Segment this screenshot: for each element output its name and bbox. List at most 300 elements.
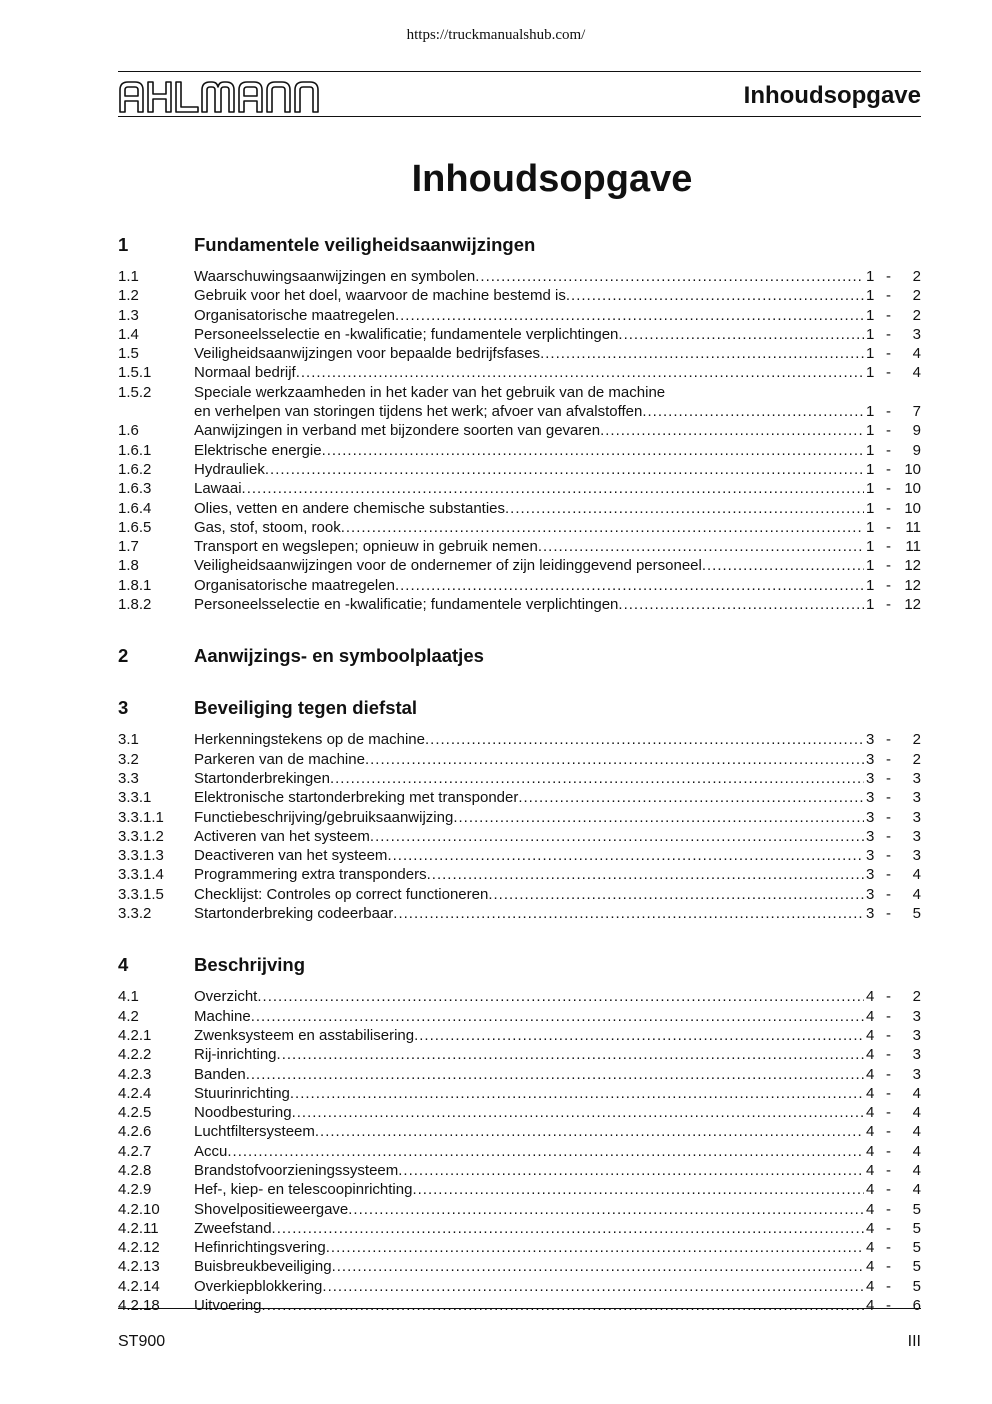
- entry-chapter: 4: [866, 1142, 875, 1160]
- toc-entry[interactable]: [118, 441, 921, 460]
- entry-title: Zweefstand: [194, 1219, 272, 1237]
- entry-title-wrap: [194, 344, 864, 363]
- entry-title-wrap: [194, 306, 864, 325]
- toc-entry[interactable]: [118, 499, 921, 518]
- page-separator: -: [886, 538, 891, 556]
- entry-title: Uitvoering: [194, 1297, 262, 1315]
- toc-entry[interactable]: [118, 421, 921, 440]
- section-number: 1: [118, 234, 129, 255]
- page-separator: -: [886, 1142, 891, 1160]
- toc-entry[interactable]: [118, 1238, 921, 1257]
- entry-page-ref: [864, 344, 921, 363]
- page-separator: -: [886, 1046, 891, 1064]
- entry-title-wrap: [194, 769, 864, 788]
- entry-page: 5: [912, 1200, 921, 1218]
- page-separator: -: [886, 1258, 891, 1276]
- entry-page: 2: [912, 988, 921, 1006]
- page-separator: -: [886, 988, 891, 1006]
- dot-leader: [387, 846, 864, 865]
- entry-title: Shovelpositieweergave: [194, 1200, 349, 1218]
- entry-page: 4: [912, 1142, 921, 1160]
- entry-title-wrap: [194, 518, 864, 537]
- entry-page-ref: [864, 1103, 921, 1122]
- entry-page-ref: [864, 885, 921, 904]
- entry-page: 12: [904, 596, 921, 614]
- entry-number: 3.2: [118, 750, 139, 768]
- entry-number: 3.3.1.3: [118, 847, 164, 865]
- toc-entry-continuation[interactable]: [118, 402, 921, 421]
- toc-entry[interactable]: [118, 1122, 921, 1141]
- entry-title-wrap: [194, 325, 864, 344]
- entry-number: 4.2.6: [118, 1123, 152, 1141]
- dot-leader: [272, 1219, 864, 1238]
- entry-chapter: 4: [866, 1123, 875, 1141]
- page-separator: -: [886, 1084, 891, 1102]
- toc-entry[interactable]: [118, 1045, 921, 1064]
- toc-entry[interactable]: [118, 1180, 921, 1199]
- section-number: 2: [118, 645, 129, 667]
- entry-title-wrap: [194, 479, 864, 498]
- toc-entry[interactable]: [118, 537, 921, 556]
- entry-title: Buisbreukbeveiliging: [194, 1258, 332, 1276]
- entry-title: Gas, stof, stoom, rook: [194, 518, 341, 536]
- page-separator: -: [886, 460, 891, 478]
- toc-entry[interactable]: [118, 286, 921, 305]
- page-separator: -: [886, 1123, 891, 1141]
- entry-number: 4.2.7: [118, 1142, 152, 1160]
- entry-page: 3: [912, 1007, 921, 1025]
- entry-number: 3.3: [118, 769, 139, 787]
- entry-page-ref: [864, 1026, 921, 1045]
- page-separator: -: [886, 596, 891, 614]
- entry-chapter: 4: [866, 1239, 875, 1257]
- entry-title-wrap: [194, 865, 864, 884]
- entry-title: Stuurinrichting: [194, 1084, 290, 1102]
- entry-chapter: 4: [866, 1200, 875, 1218]
- entry-title: Herkenningstekens op de machine: [194, 731, 425, 749]
- entry-title-wrap: [194, 1084, 864, 1103]
- entry-title-wrap: [194, 1200, 864, 1219]
- toc-entry[interactable]: [118, 479, 921, 498]
- toc-entry[interactable]: [118, 267, 921, 286]
- dot-leader: [488, 885, 864, 904]
- dot-leader: [246, 1065, 864, 1084]
- entry-title-wrap: [194, 1219, 864, 1238]
- dot-leader: [290, 1084, 864, 1103]
- toc-entry[interactable]: [118, 885, 921, 904]
- entry-page-ref: [864, 286, 921, 305]
- entry-title: Elektronische startonderbreking met transponder: [194, 789, 519, 807]
- entry-title: Startonderbreking codeerbaar: [194, 905, 394, 923]
- entry-page-ref: [864, 402, 921, 421]
- dot-leader: [475, 267, 864, 286]
- dot-leader: [292, 1103, 864, 1122]
- entry-page-ref: [864, 1122, 921, 1141]
- entry-number: 1.5.1: [118, 364, 152, 382]
- entry-title-wrap: [194, 1277, 864, 1296]
- entry-chapter: 4: [866, 1219, 875, 1237]
- entry-title-wrap: [194, 1161, 864, 1180]
- dot-leader: [566, 286, 864, 305]
- entry-title-wrap: [194, 904, 864, 923]
- entry-chapter: 4: [866, 988, 875, 1006]
- entry-chapter: 3: [866, 866, 875, 884]
- toc-entry[interactable]: [118, 1103, 921, 1122]
- entry-number: 4.2.1: [118, 1026, 152, 1044]
- entry-title-wrap: [194, 499, 864, 518]
- entry-page-ref: [864, 1180, 921, 1199]
- entry-title: Programmering extra transponders: [194, 866, 427, 884]
- entry-page-ref: [864, 865, 921, 884]
- entry-chapter: 1: [866, 441, 875, 459]
- dot-leader: [427, 865, 864, 884]
- toc-entry[interactable]: [118, 306, 921, 325]
- toc-entry[interactable]: [118, 904, 921, 923]
- entry-title-wrap: [194, 267, 864, 286]
- entry-chapter: 3: [866, 905, 875, 923]
- entry-page: 5: [912, 1219, 921, 1237]
- page-separator: -: [886, 769, 891, 787]
- dot-leader: [600, 421, 864, 440]
- toc-entry[interactable]: [118, 1296, 921, 1315]
- toc-entry[interactable]: [118, 865, 921, 884]
- entry-chapter: 3: [866, 769, 875, 787]
- page-separator: -: [886, 1297, 891, 1315]
- toc-entry[interactable]: [118, 827, 921, 846]
- toc-entry[interactable]: [118, 518, 921, 537]
- entry-page-ref: [864, 1257, 921, 1276]
- page-separator: -: [886, 1026, 891, 1044]
- entry-chapter: 1: [866, 422, 875, 440]
- header-title: Inhoudsopgave: [743, 82, 921, 109]
- toc-section: [118, 697, 921, 923]
- entry-page: 12: [904, 576, 921, 594]
- entry-title: Deactiveren van het systeem: [194, 847, 388, 865]
- toc-entry[interactable]: [118, 1142, 921, 1161]
- dot-leader: [540, 344, 864, 363]
- toc-entry[interactable]: [118, 363, 921, 382]
- page-separator: -: [886, 480, 891, 498]
- entry-title: Personeelsselectie en -kwalificatie; fundamentele verplichtingen: [194, 325, 619, 343]
- entry-page-ref: [864, 556, 921, 575]
- entry-title-wrap: [194, 1180, 864, 1199]
- dot-leader: [265, 460, 864, 479]
- entry-page-ref: [864, 267, 921, 286]
- dot-leader: [518, 788, 864, 807]
- entry-page-ref: [864, 808, 921, 827]
- dot-leader: [257, 987, 864, 1006]
- entry-page: 4: [912, 364, 921, 382]
- entry-chapter: 1: [866, 538, 875, 556]
- toc-entry[interactable]: [118, 808, 921, 827]
- entry-page: 4: [912, 1084, 921, 1102]
- entry-number: 4.2.5: [118, 1104, 152, 1122]
- page-separator: -: [886, 325, 891, 343]
- dot-leader: [227, 1142, 864, 1161]
- entry-title-wrap: [194, 750, 864, 769]
- entry-number: 4.2.12: [118, 1239, 160, 1257]
- footer-model: ST900: [118, 1333, 166, 1350]
- entry-title: Elektrische energie: [194, 441, 322, 459]
- entry-number: 1.1: [118, 268, 139, 285]
- toc-entry[interactable]: [118, 1084, 921, 1103]
- toc-entry[interactable]: [118, 595, 921, 614]
- entry-chapter: 1: [866, 576, 875, 594]
- entry-title: Checklijst: Controles op correct functioneren: [194, 885, 489, 903]
- page-separator: -: [886, 268, 891, 285]
- entry-chapter: 4: [866, 1007, 875, 1025]
- toc-entry[interactable]: [118, 788, 921, 807]
- entry-title: Brandstofvoorzieningssysteem: [194, 1161, 399, 1179]
- dot-leader: [412, 1180, 864, 1199]
- entry-page: 9: [912, 422, 921, 440]
- entry-page: 3: [912, 827, 921, 845]
- entry-chapter: 4: [866, 1277, 875, 1295]
- page-separator: -: [886, 1200, 891, 1218]
- page-separator: -: [886, 403, 891, 421]
- entry-title-wrap: [194, 730, 864, 749]
- entry-title: Olies, vetten en andere chemische substanties: [194, 499, 506, 517]
- entry-chapter: 1: [866, 480, 875, 498]
- entry-title-wrap: [194, 1238, 864, 1257]
- entry-page: 12: [904, 557, 921, 575]
- dot-leader: [414, 1026, 864, 1045]
- toc-entry[interactable]: [118, 1026, 921, 1045]
- dot-leader: [242, 479, 864, 498]
- entry-page-ref: [864, 1296, 921, 1315]
- entry-number: 1.5: [118, 345, 139, 363]
- entry-title-wrap: [194, 1257, 864, 1276]
- toc-entry[interactable]: [118, 1161, 921, 1180]
- entry-number: 4.2.4: [118, 1084, 152, 1102]
- section-title: Fundamentele veiligheidsaanwijzingen: [194, 234, 536, 255]
- entry-number: 3.3.1: [118, 789, 152, 807]
- entry-page: 10: [904, 499, 921, 517]
- entry-title: Veiligheidsaanwijzingen voor bepaalde bedrijfsfases: [194, 345, 541, 363]
- entry-chapter: 4: [866, 1026, 875, 1044]
- entry-title: Hydrauliek: [194, 460, 265, 478]
- toc-entry[interactable]: [118, 846, 921, 865]
- entry-page-ref: [864, 537, 921, 556]
- entry-title: Veiligheidsaanwijzingen voor de ondernemer of zijn leidinggevend personeel: [194, 557, 702, 575]
- page-separator: -: [886, 827, 891, 845]
- entry-page: 5: [912, 1258, 921, 1276]
- entry-page-ref: [864, 1065, 921, 1084]
- entry-title: Banden: [194, 1065, 246, 1083]
- entry-title-wrap: [194, 885, 864, 904]
- entry-page-ref: [864, 1084, 921, 1103]
- entry-title-continuation: en verhelpen van storingen tijdens het werk; afvoer van afvalstoffen: [194, 403, 643, 421]
- page-separator: -: [886, 557, 891, 575]
- entry-title: Normaal bedrijf: [194, 364, 296, 382]
- section-heading[interactable]: [118, 645, 921, 669]
- entry-title: Transport en wegslepen; opnieuw in gebruik nemen: [194, 538, 538, 556]
- entry-title: Hef-, kiep- en telescoopinrichting: [194, 1181, 413, 1199]
- entry-title: Noodbesturing: [194, 1104, 292, 1122]
- entry-number: 3.3.1.1: [118, 808, 164, 826]
- section-spacer: [118, 923, 921, 954]
- entry-page-ref: [864, 518, 921, 537]
- section-heading[interactable]: [118, 234, 921, 258]
- entry-page: 3: [912, 789, 921, 807]
- dot-leader: [395, 576, 864, 595]
- dot-leader: [315, 1122, 864, 1141]
- entry-title: Organisatorische maatregelen: [194, 576, 395, 594]
- toc-entry[interactable]: [118, 325, 921, 344]
- entry-number: 1.6.1: [118, 441, 152, 459]
- entry-number: 3.3.1.2: [118, 827, 164, 845]
- entry-title: Startonderbrekingen: [194, 769, 330, 787]
- dot-leader: [365, 750, 864, 769]
- entry-title: Parkeren van de machine: [194, 750, 365, 768]
- page-separator: -: [886, 422, 891, 440]
- table-of-contents: [118, 234, 921, 1315]
- page-separator: -: [886, 1104, 891, 1122]
- toc-entry[interactable]: [118, 460, 921, 479]
- toc-entry[interactable]: [118, 1277, 921, 1296]
- entry-title-wrap: [194, 421, 864, 440]
- entry-chapter: 3: [866, 827, 875, 845]
- entry-chapter: 3: [866, 808, 875, 826]
- entry-page-ref: [864, 846, 921, 865]
- section-spacer: [118, 614, 921, 645]
- entry-page: 3: [912, 1065, 921, 1083]
- entry-number: 1.8: [118, 557, 139, 575]
- entry-page-ref: [864, 325, 921, 344]
- dot-leader: [262, 1296, 864, 1315]
- toc-entry[interactable]: [118, 383, 921, 402]
- entry-number: 4.2.9: [118, 1181, 152, 1199]
- toc-entry[interactable]: [118, 1200, 921, 1219]
- entry-chapter: 3: [866, 750, 875, 768]
- dot-leader: [505, 499, 864, 518]
- entry-title-wrap: [194, 286, 864, 305]
- entry-page: 2: [912, 287, 921, 305]
- page-separator: -: [886, 1219, 891, 1237]
- dot-leader: [453, 808, 864, 827]
- page-separator: -: [886, 499, 891, 517]
- entry-number: 4.2.14: [118, 1277, 160, 1295]
- entry-title-wrap: [194, 1045, 864, 1064]
- entry-chapter: 1: [866, 364, 875, 382]
- entry-number: 1.6.3: [118, 480, 152, 498]
- page-separator: -: [886, 866, 891, 884]
- toc-entry[interactable]: [118, 750, 921, 769]
- entry-page: 2: [912, 731, 921, 749]
- dot-leader: [330, 769, 864, 788]
- entry-chapter: 4: [866, 1258, 875, 1276]
- page-separator: -: [886, 808, 891, 826]
- entry-title: Rij-inrichting: [194, 1046, 277, 1064]
- entry-chapter: 4: [866, 1084, 875, 1102]
- entry-number: 1.5.2: [118, 383, 152, 401]
- entry-title-wrap: [194, 595, 864, 614]
- source-url[interactable]: https://truckmanualshub.com/: [406, 27, 586, 43]
- entry-chapter: 1: [866, 287, 875, 305]
- toc-entry[interactable]: [118, 1219, 921, 1238]
- entry-page-ref: [864, 1045, 921, 1064]
- toc-entry[interactable]: [118, 556, 921, 575]
- entry-page-ref: [864, 1161, 921, 1180]
- entry-page-ref: [864, 827, 921, 846]
- entry-number: 3.3.1.5: [118, 885, 164, 903]
- entry-number: 3.1: [118, 731, 139, 749]
- entry-title: Activeren van het systeem: [194, 827, 370, 845]
- toc-entry[interactable]: [118, 344, 921, 363]
- toc-entry[interactable]: [118, 1257, 921, 1276]
- entry-title-wrap: [194, 1103, 864, 1122]
- section-title: Beschrijving: [194, 954, 306, 976]
- entry-page: 3: [912, 1046, 921, 1064]
- section-title: Aanwijzings- en symboolplaatjes: [194, 645, 484, 667]
- section-heading[interactable]: [118, 954, 921, 978]
- entry-title-wrap: [194, 1122, 864, 1141]
- page-separator: -: [886, 847, 891, 865]
- entry-page: 5: [912, 1239, 921, 1257]
- entry-page-ref: [864, 460, 921, 479]
- entry-number: 4.2.13: [118, 1258, 160, 1276]
- entry-title-wrap: [194, 1007, 864, 1026]
- entry-page-ref: [864, 788, 921, 807]
- entry-page-ref: [864, 987, 921, 1006]
- toc-entry[interactable]: [118, 1065, 921, 1084]
- toc-entry[interactable]: [118, 1007, 921, 1026]
- page-separator: -: [886, 441, 891, 459]
- entry-chapter: 4: [866, 1181, 875, 1199]
- entry-number: 4.2.11: [118, 1219, 159, 1237]
- entry-chapter: 1: [866, 325, 875, 343]
- toc-entry[interactable]: [118, 730, 921, 749]
- entry-chapter: 4: [866, 1161, 875, 1179]
- entry-page: 6: [912, 1297, 921, 1315]
- entry-title: Functiebeschrijving/gebruiksaanwijzing: [194, 808, 454, 826]
- page-separator: -: [886, 518, 891, 536]
- dot-leader: [538, 537, 864, 556]
- entry-number: 1.4: [118, 325, 139, 343]
- entry-number: 4.1: [118, 988, 139, 1006]
- entry-page: 7: [912, 403, 921, 421]
- entry-chapter: 3: [866, 885, 875, 903]
- entry-title-wrap: [194, 788, 864, 807]
- entry-chapter: 1: [866, 518, 875, 536]
- entry-chapter: 1: [866, 557, 875, 575]
- entry-number: 1.6.4: [118, 499, 152, 517]
- toc-entry[interactable]: [118, 769, 921, 788]
- entry-page-ref: [864, 1200, 921, 1219]
- entry-page: 5: [912, 1277, 921, 1295]
- entry-page: 3: [912, 769, 921, 787]
- entry-page: 4: [912, 866, 921, 884]
- entry-page: 3: [912, 1026, 921, 1044]
- entry-page-ref: [864, 1142, 921, 1161]
- entry-page-ref: [864, 306, 921, 325]
- entry-page: 4: [912, 1123, 921, 1141]
- entry-title-wrap: [194, 460, 864, 479]
- toc-entry[interactable]: [118, 576, 921, 595]
- entry-title-wrap: [194, 846, 864, 865]
- section-heading[interactable]: [118, 697, 921, 721]
- entry-number: 3.3.2: [118, 905, 152, 923]
- page-separator: -: [886, 1065, 891, 1083]
- entry-page: 11: [905, 538, 921, 556]
- dot-leader: [642, 402, 864, 421]
- entry-page-ref: [864, 576, 921, 595]
- entry-page-ref: [864, 750, 921, 769]
- entry-page-ref: [864, 595, 921, 614]
- entry-number: 1.8.2: [118, 596, 152, 614]
- toc-entry[interactable]: [118, 987, 921, 1006]
- entry-number: 1.8.1: [118, 576, 152, 594]
